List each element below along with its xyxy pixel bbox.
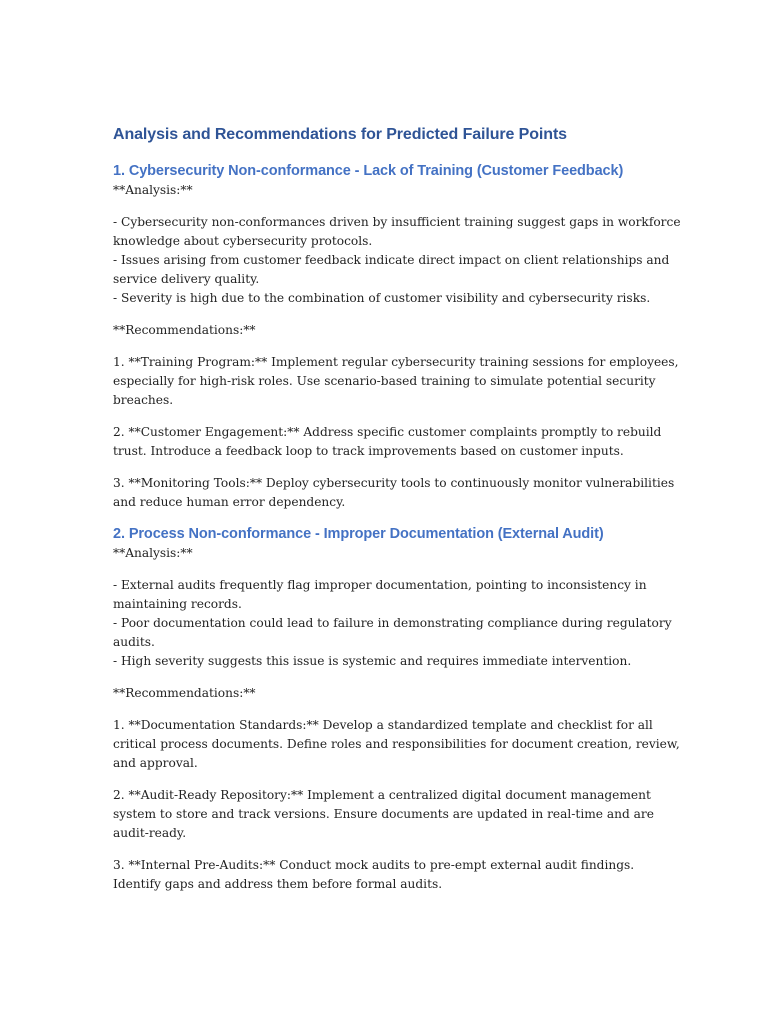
recommendation-item: [113, 353, 679, 410]
recommendations-label: **Recommendations:**: [113, 686, 256, 700]
recommendation-line: especially for high-risk roles. Use scenario-based training to simulate potential security: [113, 374, 656, 388]
section-documentation: [113, 524, 680, 894]
analysis-line: - External audits frequently flag improper documentation, pointing to inconsistency in: [113, 578, 647, 592]
recommendation-line: system to store and track versions. Ensure documents are updated in real-time and are: [113, 807, 654, 821]
recommendation-line: 2. **Customer Engagement:** Address specific customer complaints promptly to rebuild: [113, 425, 662, 439]
recommendation-line: breaches.: [113, 393, 174, 407]
document-page: [113, 124, 681, 906]
section-cybersecurity: [113, 161, 681, 512]
recommendation-line: trust. Introduce a feedback loop to track improvements based on customer inputs.: [113, 444, 624, 458]
recommendation-line: 2. **Audit-Ready Repository:** Implement a centralized digital document management: [113, 788, 651, 802]
document-title: Analysis and Recommendations for Predicted Failure Points: [113, 126, 567, 143]
recommendation-item: [113, 716, 680, 773]
analysis-paragraph: [113, 576, 672, 671]
recommendation-line: Identify gaps and address them before formal audits.: [113, 877, 443, 891]
analysis-label: **Analysis:**: [113, 546, 193, 560]
recommendation-line: 1. **Documentation Standards:** Develop a standardized template and checklist for all: [113, 718, 653, 732]
analysis-line: - High severity suggests this issue is systemic and requires immediate intervention.: [113, 654, 632, 668]
recommendation-line: critical process documents. Define roles and responsibilities for document creation, review,: [113, 737, 680, 751]
section-heading: 2. Process Non-conformance - Improper Documentation (External Audit): [113, 526, 604, 542]
recommendation-line: audit-ready.: [113, 826, 187, 840]
analysis-line: audits.: [113, 635, 155, 649]
analysis-line: knowledge about cybersecurity protocols.: [113, 234, 373, 248]
section-heading: 1. Cybersecurity Non-conformance - Lack of Training (Customer Feedback): [113, 163, 624, 179]
analysis-line: service delivery quality.: [113, 272, 260, 286]
recommendation-item: [113, 474, 675, 512]
analysis-line: maintaining records.: [113, 597, 242, 611]
recommendation-line: and reduce human error dependency.: [113, 495, 346, 509]
analysis-label: **Analysis:**: [113, 183, 193, 197]
recommendation-item: [113, 786, 658, 843]
analysis-paragraph: [113, 213, 681, 308]
analysis-line: - Severity is high due to the combination of customer visibility and cybersecurity risks.: [113, 291, 651, 305]
recommendation-item: [113, 423, 662, 461]
recommendation-line: and approval.: [113, 756, 198, 770]
analysis-line: - Issues arising from customer feedback indicate direct impact on client relationships and: [113, 253, 670, 267]
analysis-line: - Poor documentation could lead to failure in demonstrating compliance during regulatory: [113, 616, 672, 630]
recommendation-line: 1. **Training Program:** Implement regular cybersecurity training sessions for employees,: [113, 355, 679, 369]
recommendations-label: **Recommendations:**: [113, 323, 256, 337]
recommendation-item: [113, 856, 658, 894]
recommendation-line: 3. **Monitoring Tools:** Deploy cybersecurity tools to continuously monitor vulnerabilities: [113, 476, 675, 490]
recommendation-line: 3. **Internal Pre-Audits:** Conduct mock audits to pre-empt external audit findings.: [113, 858, 635, 872]
analysis-line: - Cybersecurity non-conformances driven by insufficient training suggest gaps in workforce: [113, 215, 681, 229]
